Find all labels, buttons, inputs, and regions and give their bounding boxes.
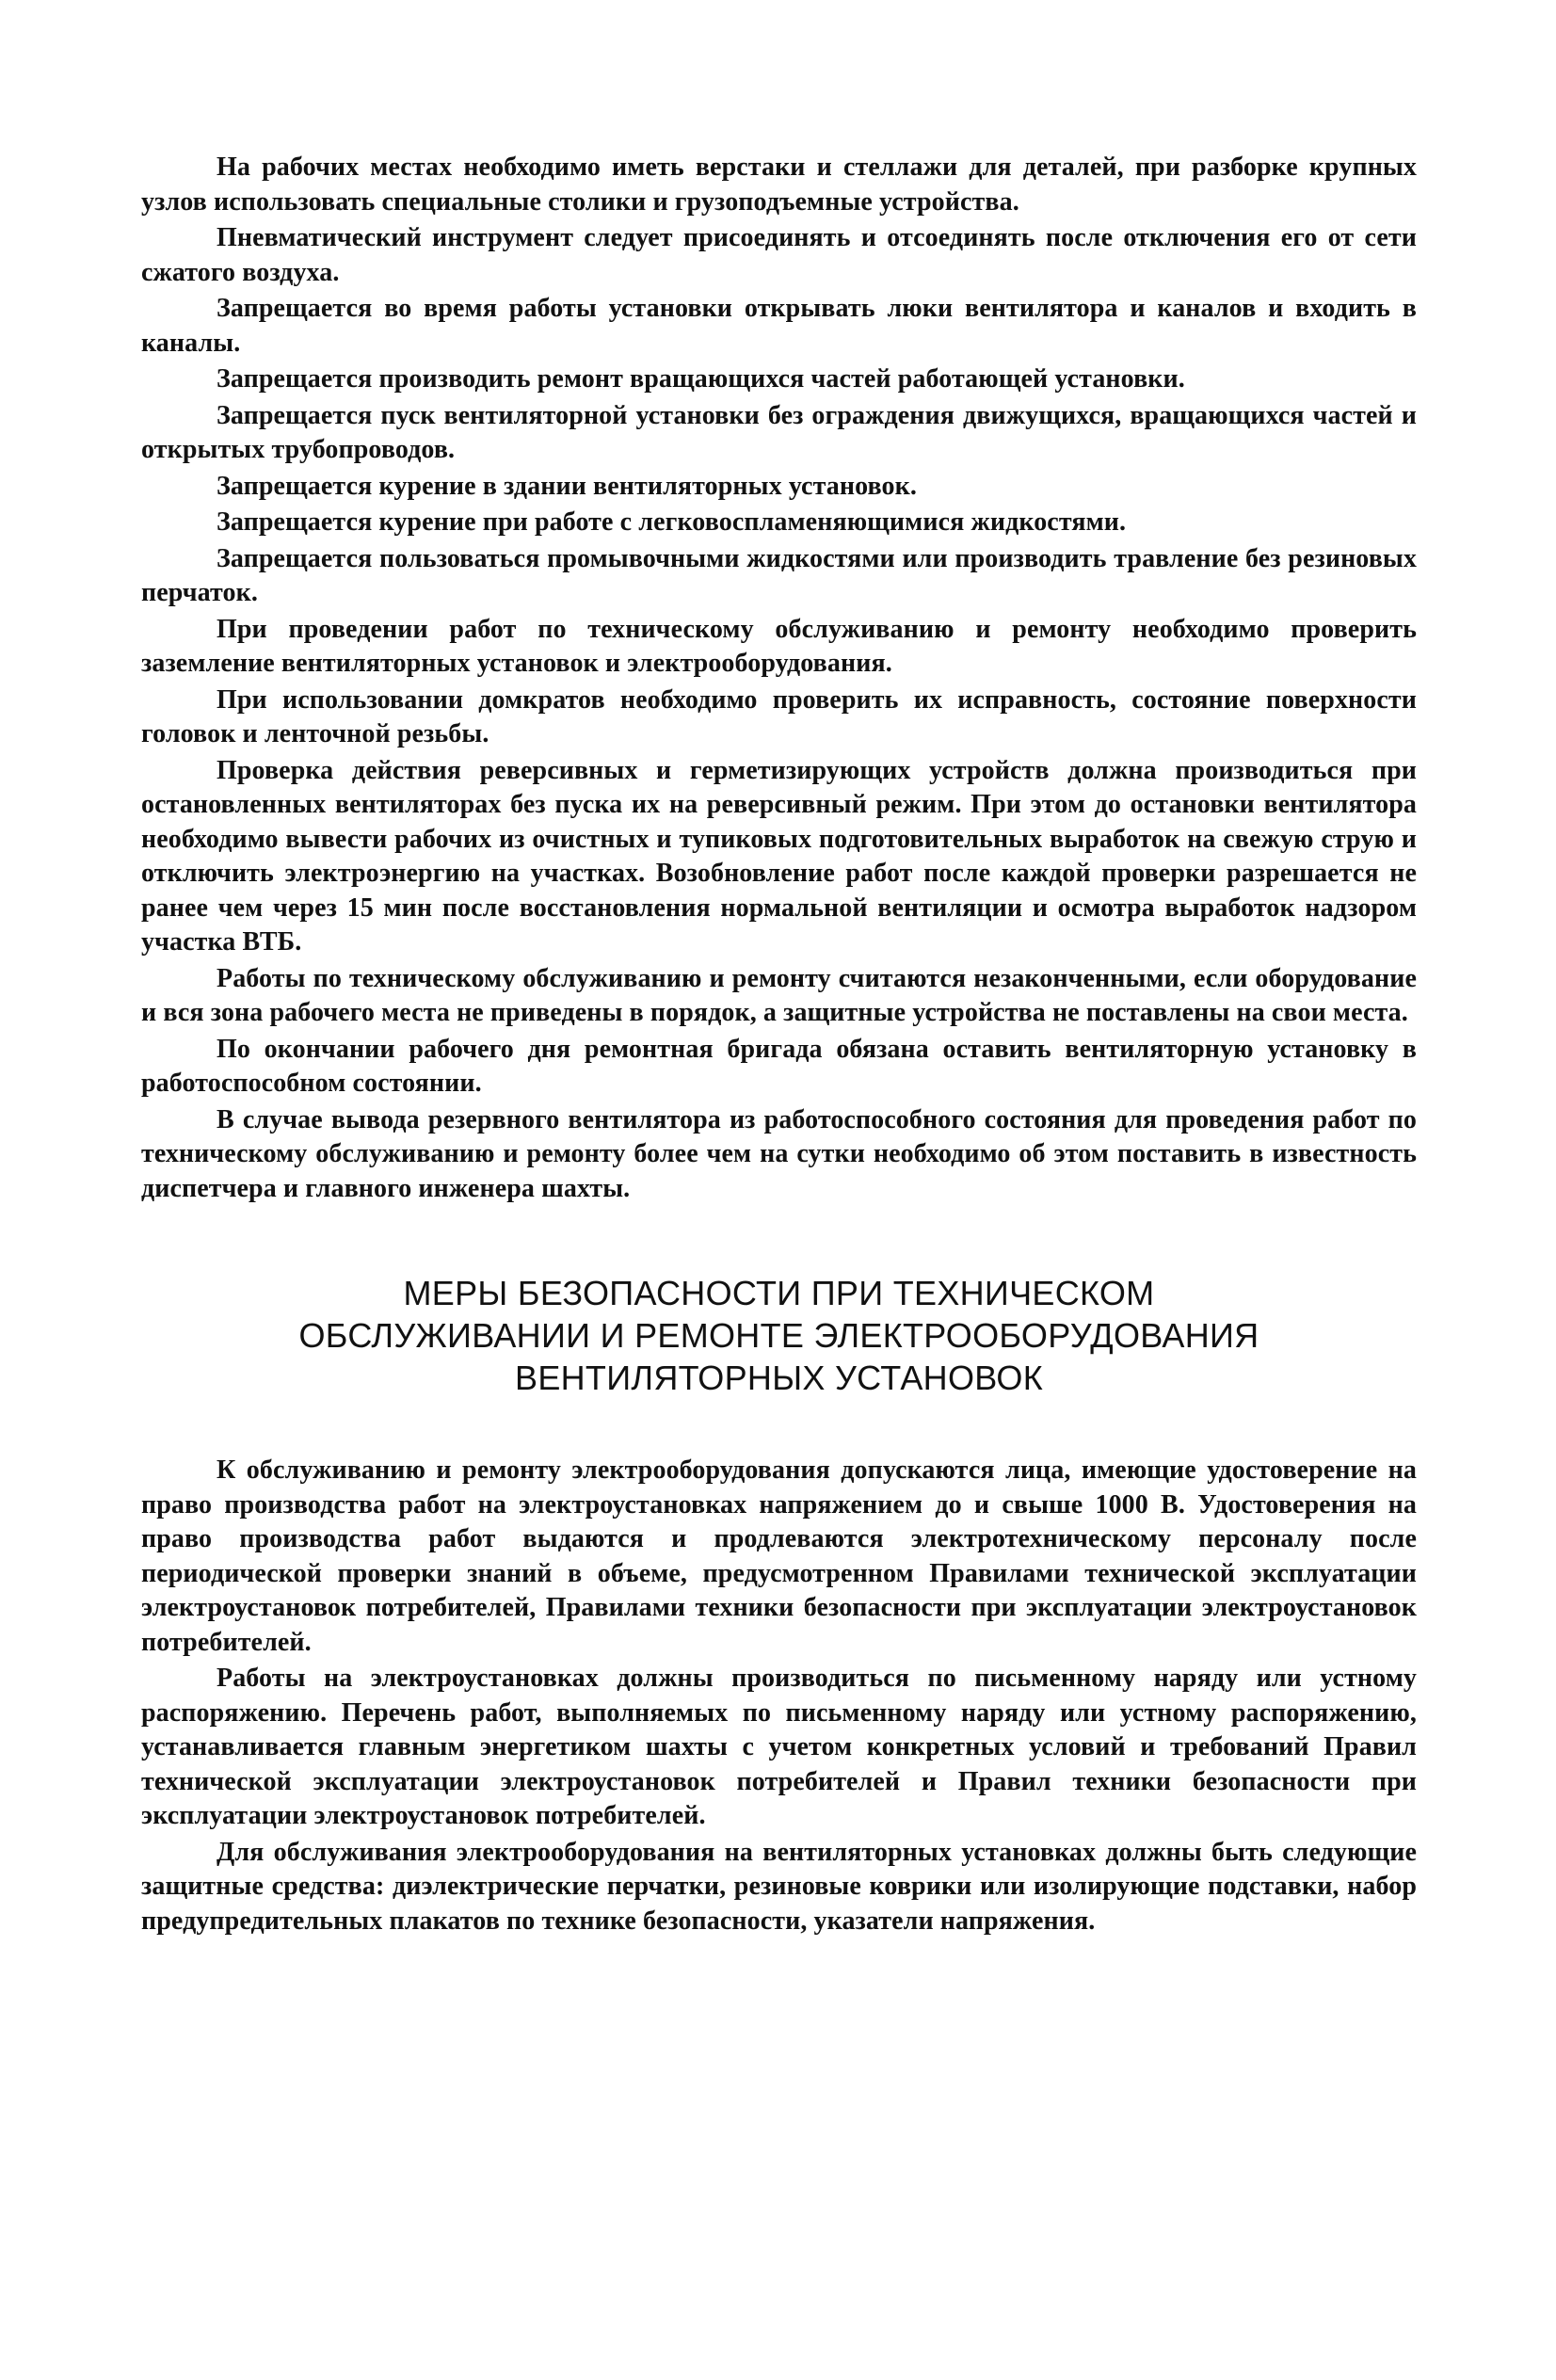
paragraph-jacks-check: При использовании домкратов необходимо проверить их исправность, состояние поверхности головок и ленточной резьбы. xyxy=(141,684,1417,748)
section-heading-line-2: ОБСЛУЖИВАНИИ И РЕМОНТЕ ЭЛЕКТРООБОРУДОВАНИЯ xyxy=(298,1316,1259,1355)
paragraph-reversing-devices-check: Проверка действия реверсивных и герметизирующих устройств должна производиться при остановленных вентиляторах без пуска их на реверсивный режим. При этом до остановки вентилятора необходимо вывести рабочих из очистных и тупиковых подготовительных выработок на свежую струю и отключить электроэнергию на участках. Возобновление работ после каждой проверки разрешается не ранее чем через 15 мин после восстановления нормальной вентиляции и осмотра выработок надзором участка ВТБ. xyxy=(141,755,1417,957)
paragraph-workbenches: На рабочих местах необходимо иметь верстаки и стеллажи для деталей, при разборке крупных узлов использовать специальные столики и грузоподъемные устройства. xyxy=(141,153,1417,217)
paragraph-reserve-fan: В случае вывода резервного вентилятора из работоспособного состояния для проведения работ по техническому обслуживанию и ремонту более чем на сутки необходимо об этом поставить в известность диспетчера и главного инженера шахты. xyxy=(141,1104,1417,1203)
paragraph-grounding-check: При проведении работ по техническому обслуживанию и ремонту необходимо проверить заземление вентиляторных установок и электрооборудования. xyxy=(141,614,1417,678)
paragraph-protective-means: Для обслуживания электрооборудования на вентиляторных установках должны быть следующие защитные средства: диэлектрические перчатки, резиновые коврики или изолирующие подставки, набор предупредительных плакатов по технике безопасности, указатели напряжения. xyxy=(141,1837,1417,1936)
paragraph-rotating-parts-ban: Запрещается производить ремонт вращающихся частей работающей установки. xyxy=(217,364,1185,394)
section-heading-line-1: МЕРЫ БЕЗОПАСНОСТИ ПРИ ТЕХНИЧЕСКОМ xyxy=(403,1274,1155,1312)
paragraph-start-without-guards-ban: Запрещается пуск вентиляторной установки без ограждения движущихся, вращающихся частей и открытых трубопроводов. xyxy=(141,400,1417,464)
paragraph-hatches-ban: Запрещается во время работы установки открывать люки вентилятора и каналов и входить в каналы. xyxy=(141,294,1417,358)
paragraph-smoking-building-ban: Запрещается курение в здании вентиляторных установок. xyxy=(217,471,917,501)
paragraph-unfinished-works: Работы по техническому обслуживанию и ремонту считаются незаконченными, если оборудование и вся зона рабочего места не приведены в порядок, а защитные устройства не поставлены на свои места. xyxy=(141,963,1417,1027)
paragraph-end-of-day: По окончании рабочего дня ремонтная бригада обязана оставить вентиляторную установку в работоспособном состоянии. xyxy=(141,1034,1417,1098)
paragraph-admission-personnel: К обслуживанию и ремонту электрооборудования допускаются лица, имеющие удостоверение на право производства работ на электроустановках напряжением до и свыше 1000 В. Удостоверения на право производства работ выдаются и продлеваются электротехническому персоналу после периодической проверки знаний в объеме, предусмотренном Правилами технической эксплуатации электроустановок потребителей, Правилами техники безопасности при эксплуатации электроустановок потребителей. xyxy=(141,1455,1417,1657)
section-heading xyxy=(141,1272,1417,1399)
paragraph-smoking-liquids-ban: Запрещается курение при работе с легковоспламеняющимися жидкостями. xyxy=(217,507,1127,537)
document-page xyxy=(141,151,1417,1940)
paragraph-pneumatic-tools: Пневматический инструмент следует присоединять и отсоединять после отключения его от сети сжатого воздуха. xyxy=(141,223,1417,287)
section-heading-line-3: ВЕНТИЛЯТОРНЫХ УСТАНОВОК xyxy=(515,1359,1043,1397)
paragraph-gloves-ban: Запрещается пользоваться промывочными жидкостями или производить травление без резиновых перчаток. xyxy=(141,543,1417,607)
paragraph-work-orders: Работы на электроустановках должны производиться по письменному наряду или устному распоряжению. Перечень работ, выполняемых по письменному наряду или устному распоряжению, устанавливается главным энергетиком шахты с учетом конкретных условий и требований Правил технической эксплуатации электроустановок потребителей и Правил техники безопасности при эксплуатации электроустановок потребителей. xyxy=(141,1664,1417,1830)
